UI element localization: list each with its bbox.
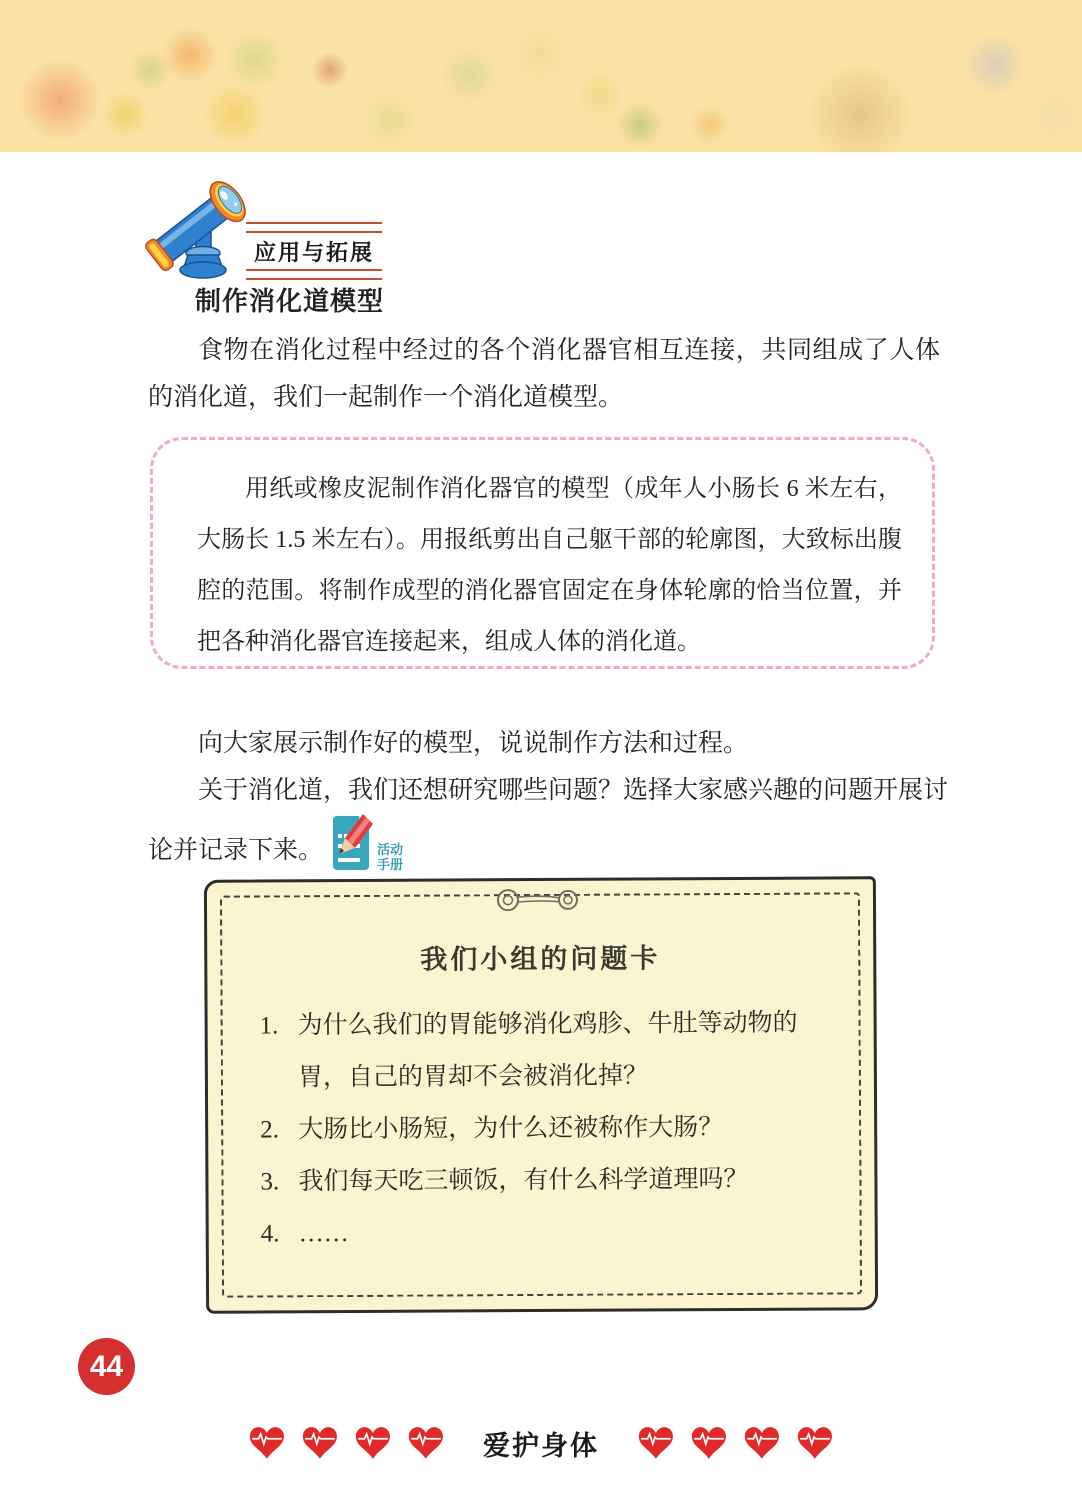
section-badge (246, 222, 382, 280)
activity-instruction-text: 用纸或橡皮泥制作消化器官的模型（成年人小肠长 6 米左右，大肠长 1.5 米左右）。用报纸剪出自己躯干部的轮廓图，大致标出腹腔的范围。将制作成型的消化器官固定在身体轮廓的恰当位置，并把各种消化器官连接起来，组成人体的消化道。 (197, 476, 902, 655)
paper-clip-icon (492, 887, 588, 919)
heart-ekg-icon (797, 1427, 833, 1460)
heart-ekg-icon (249, 1427, 285, 1460)
heart-ekg-icon (355, 1427, 391, 1460)
activity-manual-link (329, 814, 403, 872)
section-badge-label: 应用与拓展 (253, 240, 374, 265)
activity-manual-icon (329, 814, 375, 872)
heart-ekg-icon (691, 1427, 727, 1460)
footer-chapter-label: 爱护身体 (483, 1431, 599, 1461)
food-collage-banner (0, 0, 1082, 152)
heart-ekg-icon (302, 1427, 338, 1460)
question-card (204, 876, 878, 1314)
heart-ekg-icon (408, 1427, 444, 1460)
discussion-paragraphs (148, 720, 948, 874)
badge-rule-top (246, 222, 382, 233)
heart-ekg-icon (638, 1427, 674, 1460)
question-item-3: 3. 我们每天吃三顿饭，有什么科学道理吗？ (260, 1165, 749, 1196)
footer (0, 1424, 1082, 1463)
section-title: 制作消化道模型 (195, 286, 385, 316)
question-list (260, 997, 833, 1260)
badge-rule-bottom (246, 269, 382, 280)
show-model-paragraph: 向大家展示制作好的模型，说说制作方法和过程。 (198, 730, 749, 757)
heartbeat-hearts-left (249, 1427, 444, 1460)
question-item-4: 4. …… (260, 1220, 349, 1248)
telescope-icon (140, 160, 260, 284)
question-item-1: 1. 为什么我们的胃能够消化鸡胗、牛肚等动物的胃，自己的胃却不会被消化掉？ (259, 1009, 798, 1092)
question-card-title: 我们小组的问题卡 (420, 943, 661, 975)
discuss-paragraph (148, 767, 948, 874)
heart-ekg-icon (744, 1427, 780, 1460)
activity-manual-label: 活动 手册 (377, 842, 404, 872)
activity-instruction-box (150, 437, 935, 669)
intro-paragraph: 食物在消化过程中经过的各个消化器官相互连接，共同组成了人体的消化道，我们一起制作一个消化道模型。 (148, 337, 940, 411)
heartbeat-hearts-right (638, 1427, 833, 1460)
question-item-2: 2. 大肠比小肠短，为什么还被称作大肠？ (260, 1114, 724, 1144)
page-number-badge: 44 (78, 1338, 135, 1395)
discuss-text: 关于消化道，我们还想研究哪些问题？选择大家感兴趣的问题开展讨论并记录下来。 (148, 777, 949, 864)
